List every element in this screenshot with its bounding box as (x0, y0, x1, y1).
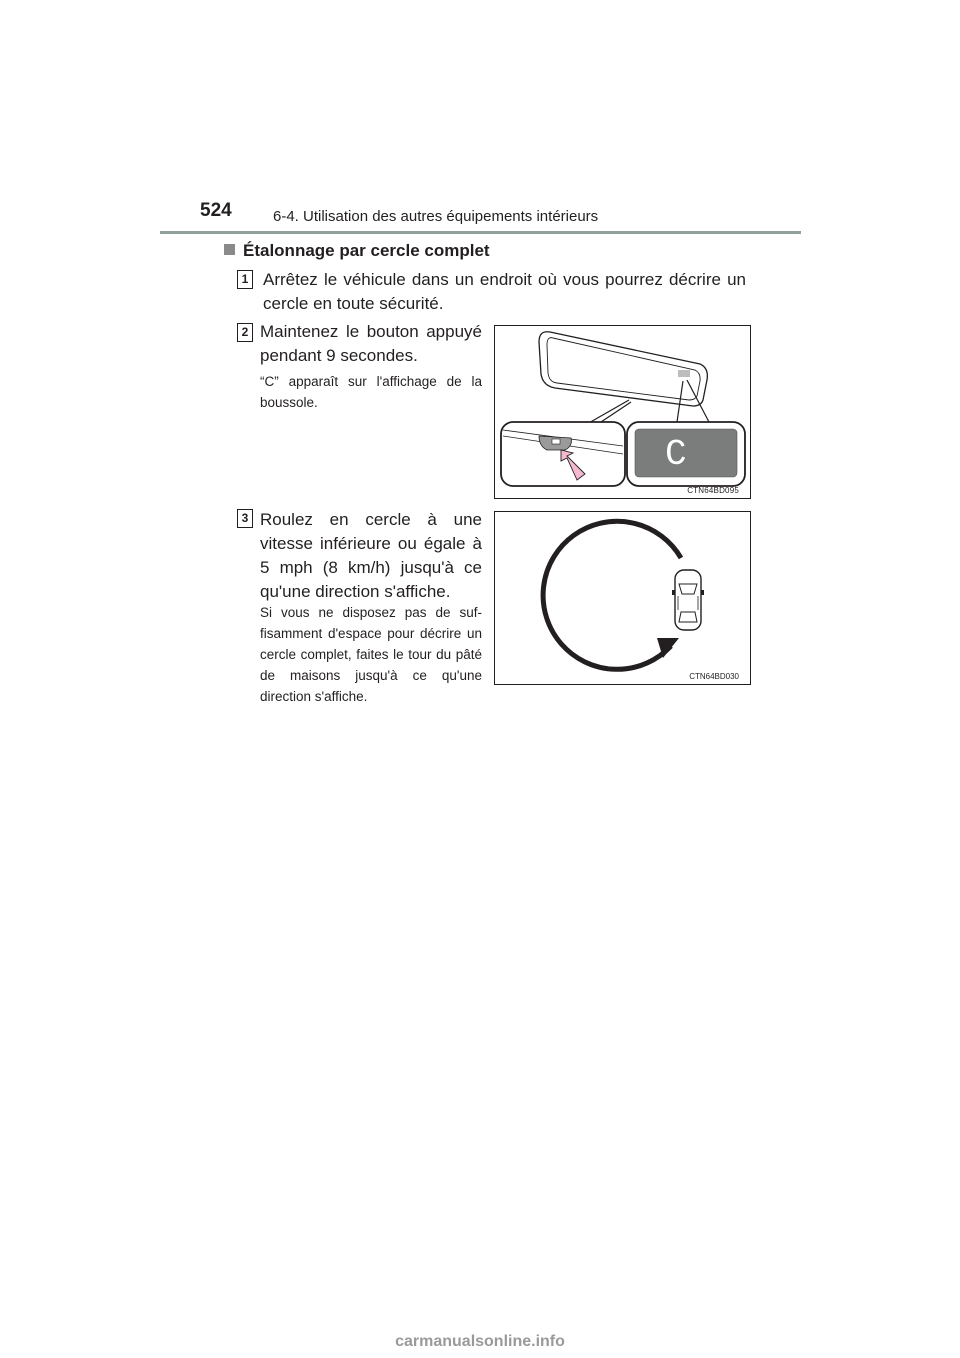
compass-display-char: C (665, 434, 687, 475)
figure-circle-driving (494, 511, 751, 685)
page-number: 524 (200, 200, 232, 221)
step-3-note: Si vous ne disposez pas de suf-fisamment d'espace pour décrire un cercle complet, faites le tour du pâté de maisons jusqu'à ce qu'une direction s'affiche. (260, 605, 482, 704)
watermark: carmanualsonline.info (395, 1333, 565, 1350)
figure-code: CTN64BD030 (689, 672, 739, 681)
square-bullet-icon (224, 244, 235, 255)
step-number-1: 1 (237, 270, 253, 289)
step-2-text: Maintenez le bouton appuyé pendant 9 secondes. (260, 322, 482, 365)
car-top-view-icon (672, 570, 704, 630)
step-1-text: Arrêtez le véhicule dans un endroit où vous pourrez décrire un cercle en toute sécurité. (263, 270, 746, 313)
header-rule (160, 231, 801, 234)
step-number-3: 3 (237, 509, 253, 528)
heading-text: Étalonnage par cercle complet (243, 241, 490, 260)
section-heading (224, 241, 490, 261)
section-title: 6-4. Utilisation des autres équipements intérieurs (273, 208, 599, 225)
circle-illustration (495, 512, 750, 684)
step-number-2: 2 (237, 323, 253, 342)
figure-mirror-compass (494, 325, 751, 499)
mirror-display-icon (678, 370, 690, 377)
mirror-illustration (495, 326, 750, 498)
figure-code: CTN64BD095 (687, 486, 739, 495)
step-3-text: Roulez en cercle à une vitesse inférieure ou égale à 5 mph (8 km/h) jusqu'à ce qu'une direction s'affiche. (260, 510, 482, 601)
step-2-note: “C” apparaît sur l'affichage de la boussole. (260, 374, 482, 410)
